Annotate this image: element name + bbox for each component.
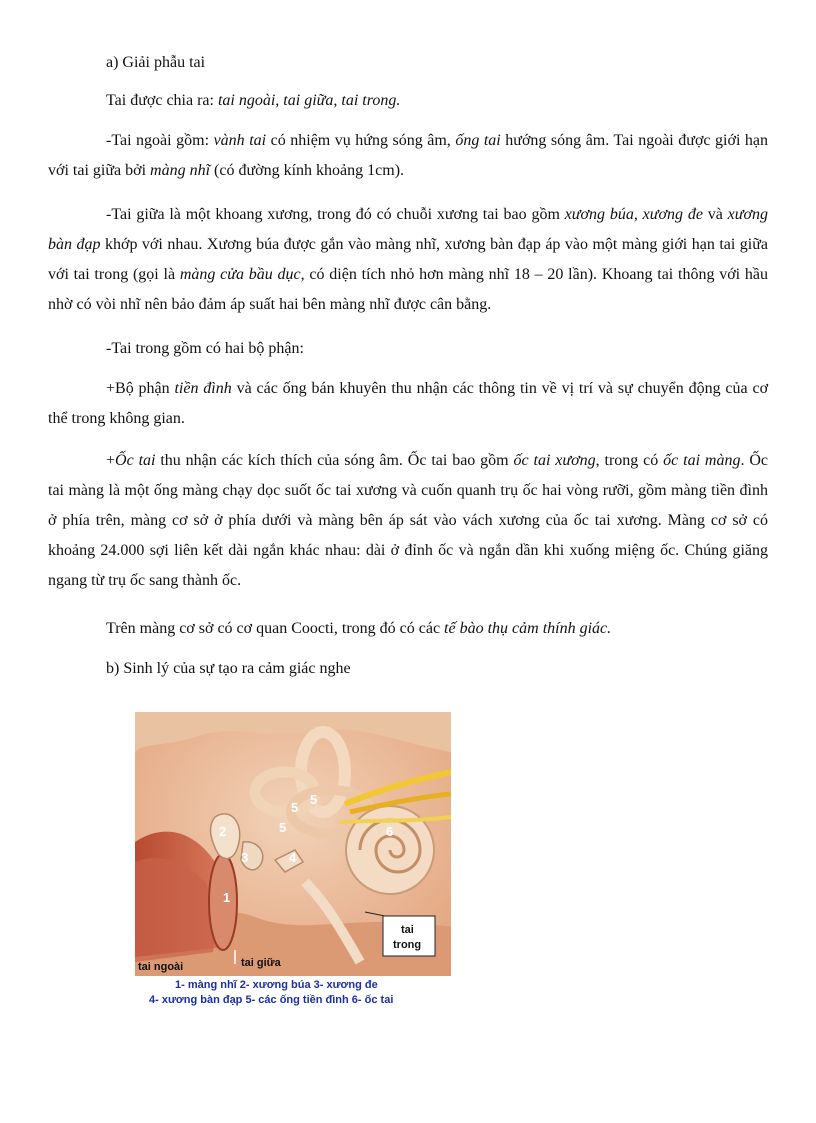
text: , có diện tích nhỏ hơn màng nhĩ 18 – 20 lần). Khoang tai thông với hầu nhờ có vòi nhĩ nên bảo đảm áp suất hai bên màng nhĩ được cân bằng. — [48, 266, 769, 313]
italic-text: màng nhĩ — [150, 162, 211, 179]
label-inner-ear-1: tai — [401, 924, 414, 936]
text: . Ốc tai màng là một ống màng chạy dọc suốt ốc tai xương và cuốn quanh trụ ốc hai vòng rưỡi, gồm màng tiền đình ở phía trên, màng cơ sở ở phía dưới và màng bên áp sát vào vách xương của ốc tai xương. Màng cơ sở có khoảng 24.000 sợi liên kết dài ngắn khác nhau: dài ở đỉnh ốc và ngắn dần khi xuống miệng ốc. Chúng giăng ngang từ trụ ốc sang thành ốc. — [48, 452, 769, 589]
italic-text: tiền đình — [174, 380, 232, 397]
label-5b: 5 — [291, 800, 299, 815]
paragraph-outer-ear — [48, 126, 768, 186]
text: thu nhận các kích thích của sóng âm. Ốc tai bao gồm — [155, 452, 514, 469]
text: (có đường kính khoảng 1cm). — [210, 162, 405, 179]
paragraph-vestibule — [48, 374, 768, 434]
label-1: 1 — [223, 890, 231, 905]
text: Tai được chia ra: — [106, 92, 218, 109]
text: có nhiệm vụ hứng sóng âm, — [266, 132, 456, 149]
italic-text: ống tai — [455, 132, 501, 149]
text: +Bộ phận — [106, 380, 175, 397]
label-2: 2 — [219, 824, 227, 839]
italic-text: vành tai — [213, 132, 267, 149]
label-outer-ear: tai ngoài — [138, 961, 184, 973]
ear-anatomy-illustration — [135, 712, 451, 976]
text: -Tai giữa là một khoang xương, trong đó có chuỗi xương tai bao gồm — [106, 206, 565, 223]
text: Trên màng cơ sở có cơ quan Coocti, trong đó có các — [106, 620, 445, 637]
paragraph-corti — [48, 614, 611, 644]
paragraph-inner-ear-intro: -Tai trong gồm có hai bộ phận: — [106, 340, 304, 357]
text: + — [106, 452, 116, 469]
italic-text: tế bào thụ cảm thính giác. — [444, 620, 612, 637]
paragraph-cochlea — [48, 446, 768, 596]
text: và các ống bán khuyên thu nhận các thông tin về vị trí và sự chuyển động của cơ thể trong không gian. — [48, 380, 769, 427]
text: khớp với nhau. Xương búa được gắn vào màng nhĩ, xương bàn đạp áp vào một màng giới hạn tai giữa với tai trong (gọi là — [48, 236, 769, 283]
italic-text: ốc tai màng — [663, 452, 741, 469]
italic-text: màng cửa bầu dục — [179, 266, 301, 283]
italic-text: tai ngoài, tai giữa, tai trong. — [217, 92, 401, 109]
label-6: 6 — [386, 824, 394, 839]
label-3: 3 — [241, 850, 249, 865]
label-middle-ear: tai giữa — [241, 957, 281, 969]
label-4: 4 — [289, 850, 297, 865]
ear-anatomy-figure — [135, 712, 451, 1020]
italic-text: ốc tai xương — [513, 452, 596, 469]
text: và — [702, 206, 728, 223]
label-inner-ear-2: trong — [393, 939, 422, 951]
heading-physiology: b) Sinh lý của sự tạo ra cảm giác nghe — [106, 660, 351, 677]
italic-text: Ốc tai — [115, 452, 156, 469]
label-5c: 5 — [310, 792, 318, 807]
text: , trong có — [595, 452, 664, 469]
heading-anatomy: a) Giải phẫu tai — [106, 54, 206, 71]
caption-row-1: 1- màng nhĩ 2- xương búa 3- xương đe — [175, 979, 378, 991]
caption-row-2: 4- xương bàn đạp 5- các ống tiền đình 6- ốc tai — [149, 994, 394, 1006]
paragraph-middle-ear — [48, 200, 768, 320]
italic-text: xương búa, xương đe — [564, 206, 703, 223]
italic-text: xương bàn đạp — [48, 206, 768, 253]
text: -Tai ngoài gồm: — [106, 132, 214, 149]
paragraph-ear-parts — [48, 86, 400, 116]
label-5a: 5 — [279, 820, 287, 835]
text: hướng sóng âm. Tai ngoài được giới hạn với tai giữa bởi — [48, 132, 769, 179]
